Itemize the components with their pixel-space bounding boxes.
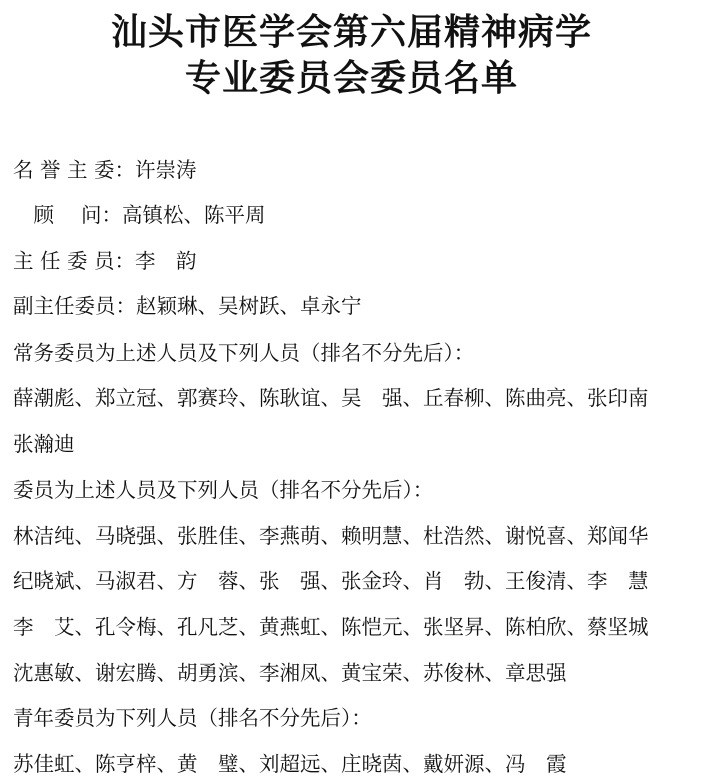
youth-members-heading: 青年委员为下列人员（排名不分先后）： bbox=[13, 706, 372, 730]
advisor-line: 顾 问：高镇松、陈平周 bbox=[13, 203, 266, 227]
vice-chair-line: 副主任委员：赵颖琳、吴树跃、卓永宁 bbox=[13, 294, 362, 318]
members-list-2: 纪晓斌、马淑君、方 蓉、张 强、张金玲、肖 勃、王俊清、李 慧 bbox=[13, 569, 649, 593]
document-title-line-2: 专业委员会委员名单 bbox=[184, 57, 518, 99]
document-title-line-1: 汕头市医学会第六届精神病学 bbox=[110, 11, 592, 53]
honorary-chair-line: 名 誉 主 委：许崇涛 bbox=[13, 158, 197, 182]
standing-members-list-2: 张瀚迪 bbox=[13, 432, 75, 456]
members-list-1: 林洁纯、马晓强、张胜佳、李燕萌、赖明慧、杜浩然、谢悦喜、郑闻华 bbox=[13, 524, 649, 548]
standing-members-heading: 常务委员为上述人员及下列人员（排名不分先后）： bbox=[13, 341, 475, 365]
chair-line: 主 任 委 员：李 韵 bbox=[13, 249, 197, 273]
members-heading: 委员为上述人员及下列人员（排名不分先后）： bbox=[13, 478, 434, 502]
members-list-3: 李 艾、孔令梅、孔凡芝、黄燕虹、陈恺元、张坚昇、陈柏欣、蔡坚城 bbox=[13, 615, 649, 639]
standing-members-list-1: 薛潮彪、郑立冠、郭赛玲、陈耿谊、吴 强、丘春柳、陈曲亮、张印南 bbox=[13, 386, 649, 410]
youth-members-list: 苏佳虹、陈亨梓、黄 璧、刘超远、庄晓茵、戴妍源、冯 霞 bbox=[13, 752, 567, 776]
members-list-4: 沈惠敏、谢宏腾、胡勇滨、李湘凤、黄宝荣、苏俊林、章思强 bbox=[13, 661, 567, 685]
